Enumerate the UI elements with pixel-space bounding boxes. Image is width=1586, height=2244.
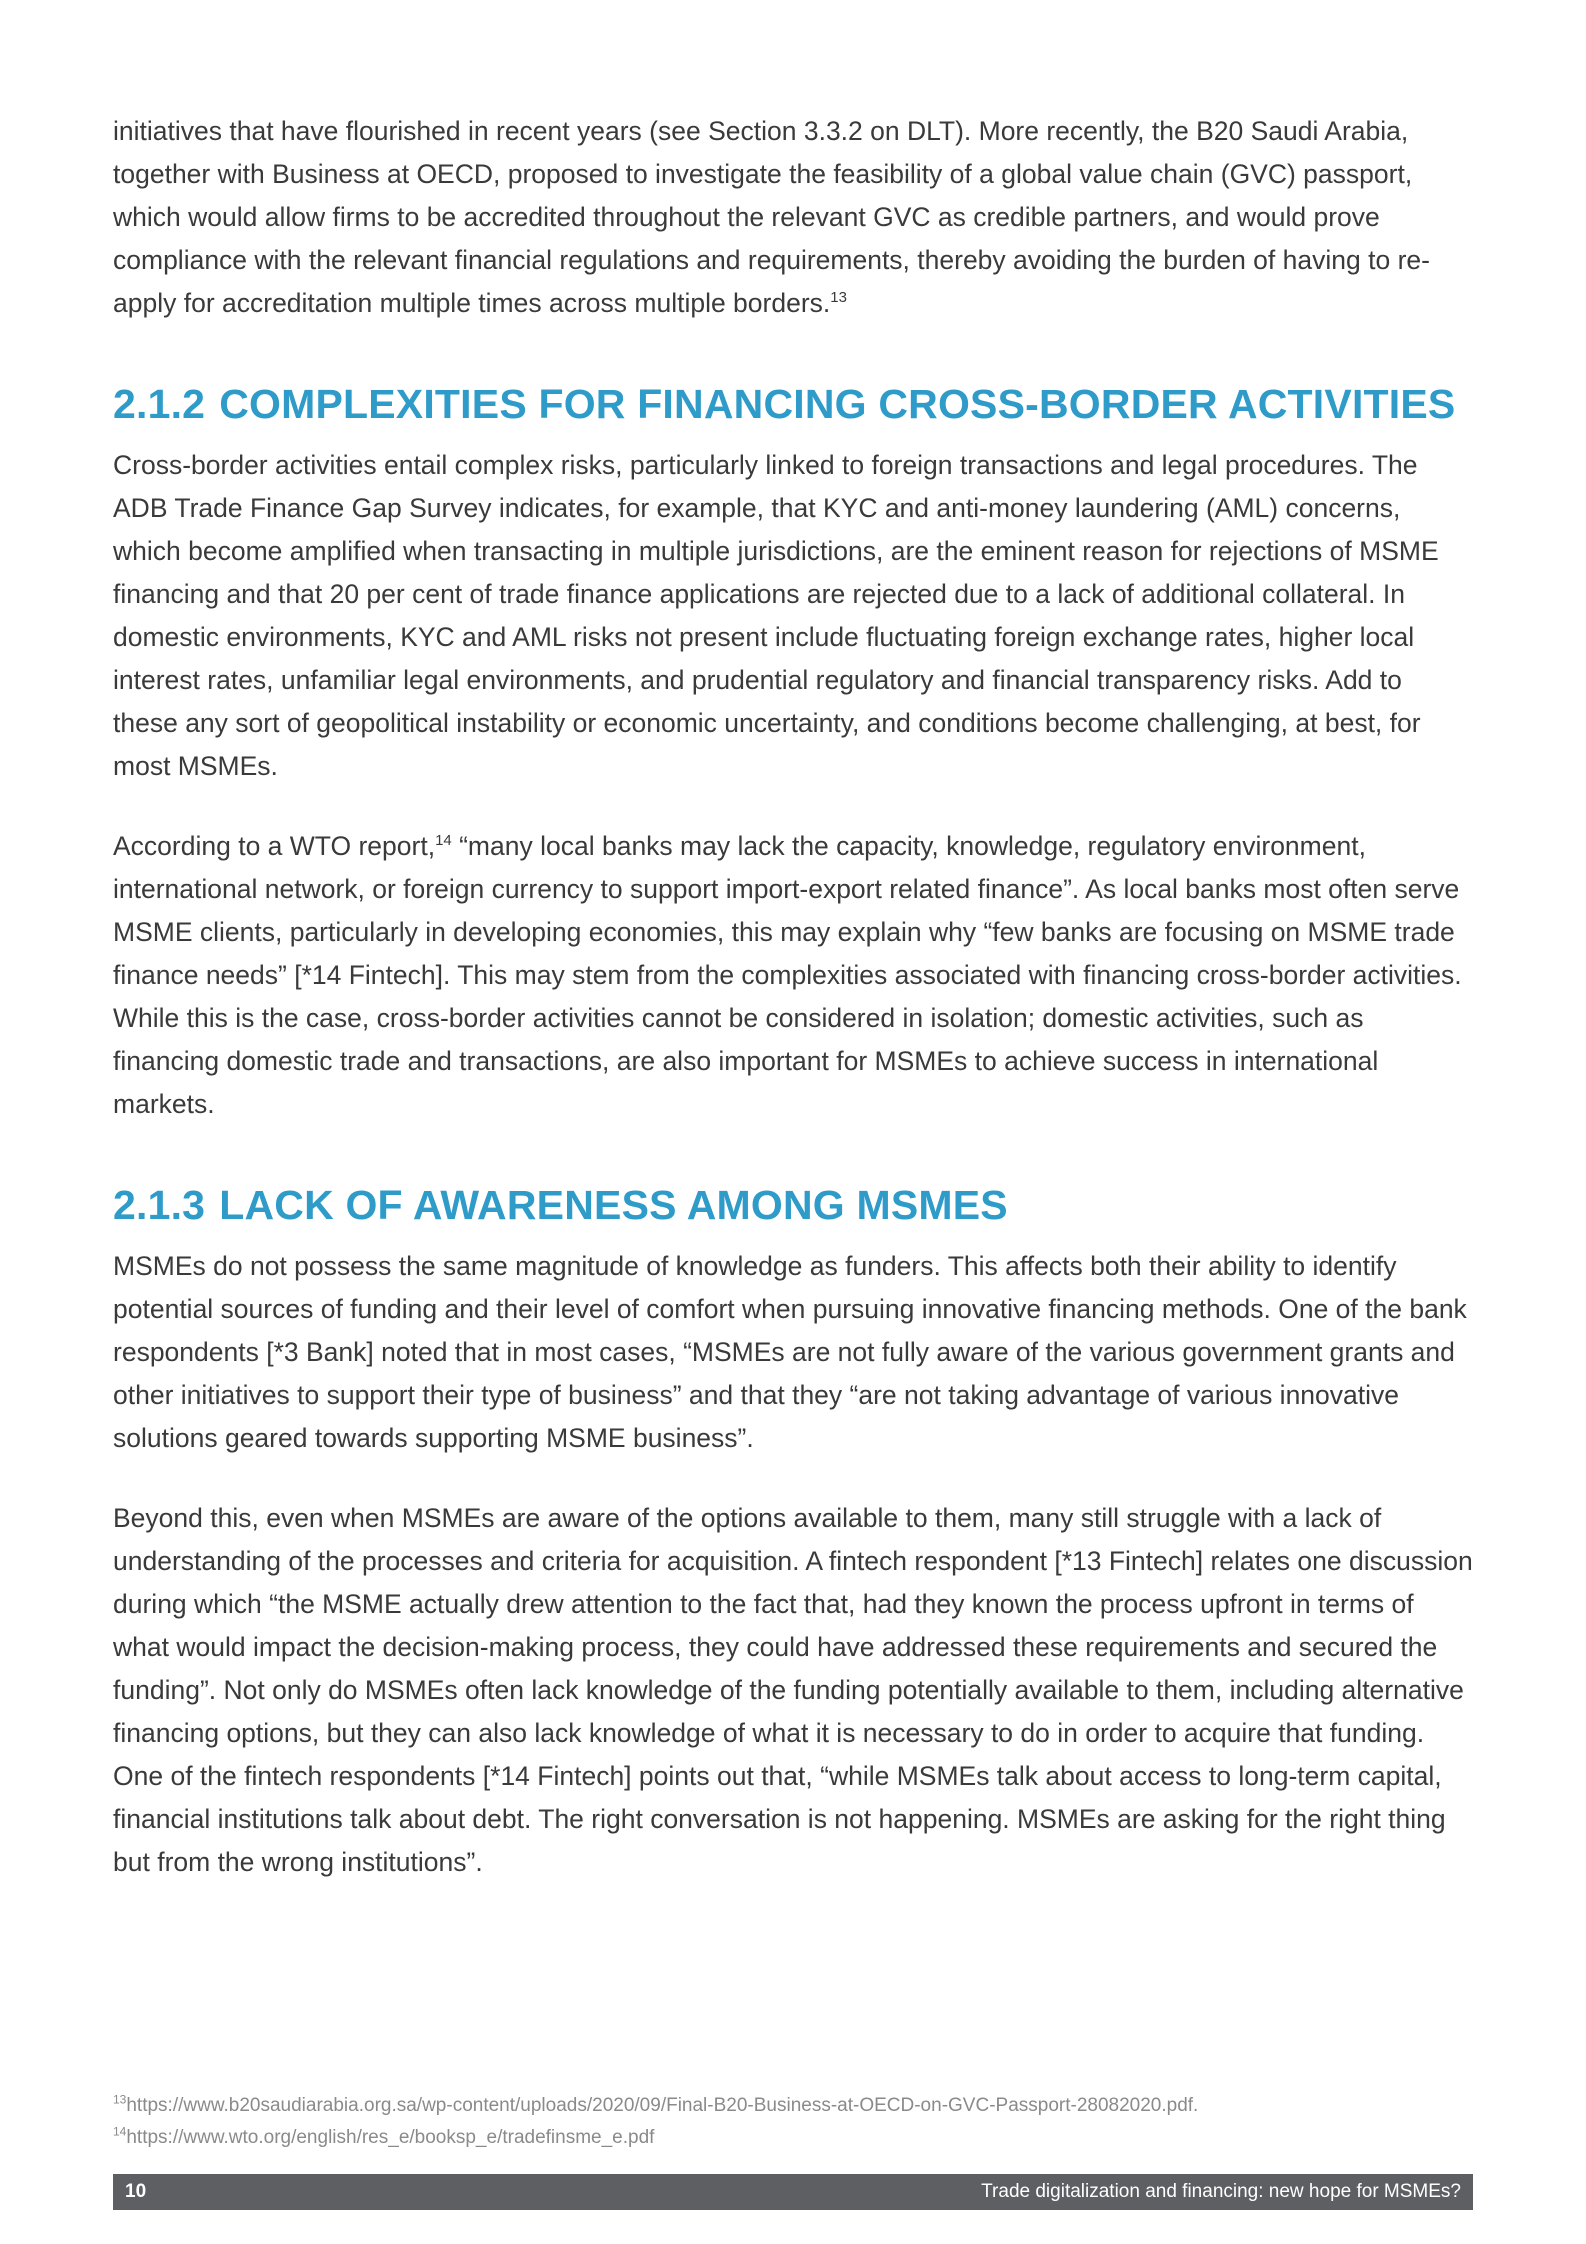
footnote-link[interactable]: https://www.b20saudiarabia.org.sa/wp-content/uploads/2020/09/Final-B20-Business-at-OECD-on-GVC-Passport-28082020.pdf. [126, 2095, 1199, 2116]
section-heading-2-1-3 [113, 1182, 1473, 1229]
intro-paragraph: initiatives that have flourished in recent years (see Section 3.3.2 on DLT). More recently, the B20 Saudi Arabia, together with Business at OECD, proposed to investigate the feasibility of a global value chain (GVC) passport, which would allow firms to be accredited throughout the relevant GVC as credible partners, and would prove compliance with the relevant financial regulations and requirements, thereby avoiding the burden of having to re-apply for accreditation multiple times across multiple borders.$^{13}$ [113, 116, 1430, 318]
footnote-link[interactable]: https://www.wto.org/english/res_e/booksp_e/tradefinsme_e.pdf [126, 2127, 655, 2148]
section-number: 2.1.2 [113, 381, 206, 427]
footnote-ref: 13 [830, 289, 847, 307]
section-title: COMPLEXITIES FOR FINANCING CROSS-BORDER ACTIVITIES [219, 381, 1456, 427]
page-body [113, 110, 1473, 1884]
paragraph: Beyond this, even when MSMEs are aware of the options available to them, many still struggle with a lack of understanding of the processes and criteria for acquisition. A fintech respondent [*13 Fintech] relates one discussion during which “the MSME actually drew attention to the fact that, had they known the process upfront in terms of what would impact the decision-making process, they could have addressed these requirements and secured the funding”. Not only do MSMEs often lack knowledge of the funding potentially available to them, including alternative financing options, but they can also lack knowledge of what it is necessary to do in order to acquire that funding. One of the fintech respondents [*14 Fintech] points out that, “while MSMEs talk about access to long-term capital, financial institutions talk about debt. The right conversation is not happening. MSMEs are asking for the right thing but from the wrong institutions”. [113, 1503, 1473, 1877]
footnote: $^{13}$https://www.b20saudiarabia.org.sa/wp-content/uploads/2020/09/Final-B20-Business-at-OECD-on-GVC-Passport-28082020.pdf. [113, 2092, 1199, 2116]
footnote: $^{14}$https://www.wto.org/english/res_e/booksp_e/tradefinsme_e.pdf [113, 2124, 655, 2148]
section-number: 2.1.3 [113, 1182, 206, 1228]
page-number: 10 [125, 2181, 147, 2202]
section-title: LACK OF AWARENESS AMONG MSMES [219, 1182, 1008, 1228]
paragraph: Cross-border activities entail complex risks, particularly linked to foreign transactions and legal procedures. The ADB Trade Finance Gap Survey indicates, for example, that KYC and anti-money laundering (AML) concerns, which become amplified when transacting in multiple jurisdictions, are the eminent reason for rejections of MSME financing and that 20 per cent of trade finance applications are rejected due to a lack of additional collateral. In domestic environments, KYC and AML risks not present include fluctuating foreign exchange rates, higher local interest rates, unfamiliar legal environments, and prudential regulatory and financial transparency risks. Add to these any sort of geopolitical instability or economic uncertainty, and conditions become challenging, at best, for most MSMEs. [113, 450, 1439, 781]
section-heading-2-1-2 [113, 381, 1473, 428]
paragraph: MSMEs do not possess the same magnitude of knowledge as funders. This affects both their ability to identify potential sources of funding and their level of comfort when pursuing innovative financing methods. One of the bank respondents [*3 Bank] noted that in most cases, “MSMEs are not fully aware of the various government grants and other initiatives to support their type of business” and that they “are not taking advantage of various innovative solutions geared towards supporting MSME business”. [113, 1251, 1467, 1453]
paragraph: According to a WTO report,$^{14}$ “many local banks may lack the capacity, knowledge, regulatory environment, international network, or foreign currency to support import-export related finance”. As local banks most often serve MSME clients, particularly in developing economies, this may explain why “few banks are focusing on MSME trade finance needs” [*14 Fintech]. This may stem from the complexities associated with financing cross-border activities. While this is the case, cross-border activities cannot be considered in isolation; domestic activities, such as financing domestic trade and transactions, are also important for MSMEs to achieve success in international markets. [113, 831, 1462, 1119]
document-title: Trade digitalization and financing: new hope for MSMEs? [981, 2181, 1461, 2202]
footer-bar [113, 2174, 1473, 2210]
footnotes [113, 2090, 1473, 2154]
footnote-ref: 14 [435, 832, 452, 850]
